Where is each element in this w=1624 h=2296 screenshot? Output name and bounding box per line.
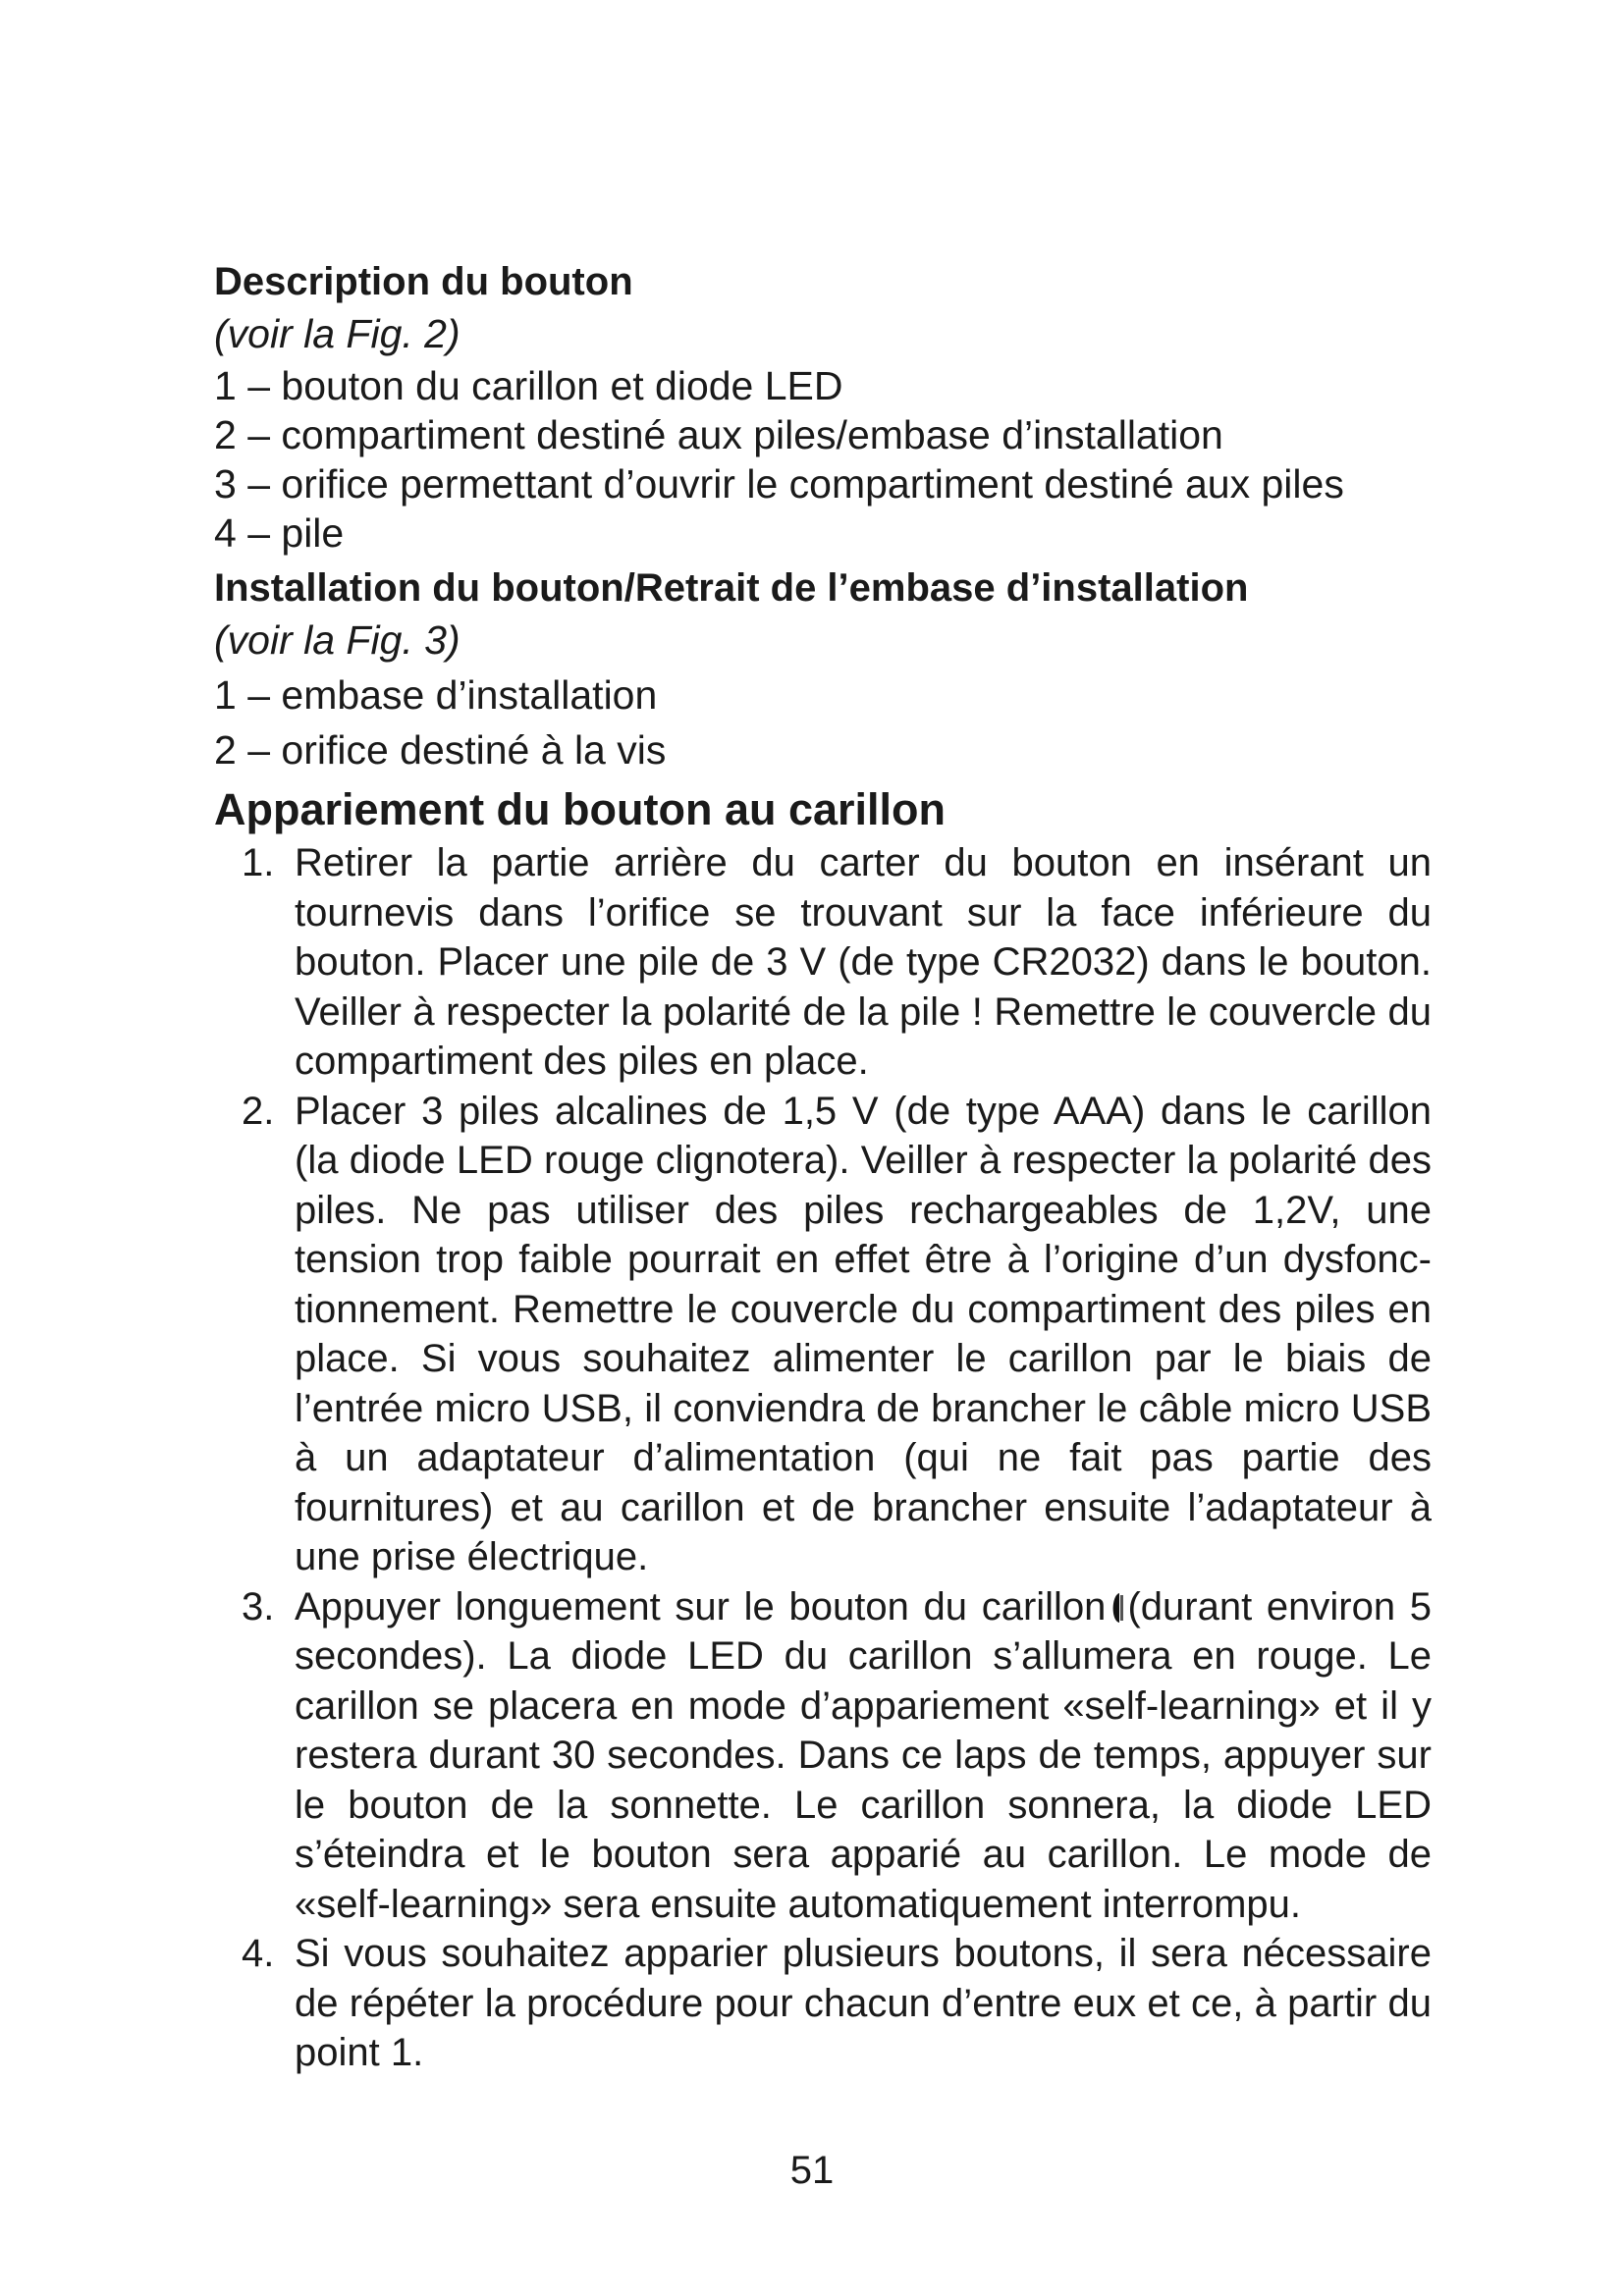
step-text: Retirer la partie arrière du carter du bouton en insérant un tournevis dans l’orifice se trouvant sur la face inférieure du bouton. Placer une pile de 3 V (de type CR2032) dans le bouton. Veiller à respecter la polarité de la pile ! Remettre le couvercle du compartiment des piles en place. (295, 841, 1432, 1083)
step-text: Appuyer longuement sur le bouton du carillon (295, 1584, 1107, 1629)
step-number: 2. (242, 1089, 275, 1133)
figure-reference: (voir la Fig. 2) (214, 311, 460, 356)
list-item: 2 – compartiment destiné aux piles/embase d’installation (214, 412, 1223, 457)
list-item: 4 – pile (214, 510, 345, 556)
pairing-steps-list (214, 838, 1432, 2078)
step-text: (durant environ 5 secondes). La diode LED du carillon s’allumera en rouge. Le carillon se placera en mode d’appariement «self-learning» et il y restera durant 30 secondes. Dans ce laps de temps, appuyer sur le bouton de la sonnette. Le carillon sonnera, la diode LED s’éteindra et le bouton sera apparié au carillon. Le mode de «self-learning» sera ensuite automatiquement interrompu. (295, 1584, 1432, 1926)
document-page (214, 257, 1432, 2078)
step-number: 1. (242, 841, 275, 884)
bell-button-icon (1108, 1591, 1125, 1625)
pairing-step (214, 1582, 1432, 1930)
step-number: 4. (242, 1932, 275, 1975)
step-text: Placer 3 piles alcalines de 1,5 V (de type AAA) dans le carillon (la diode LED rouge clignotera). Veiller à respecter la polarité des piles. Ne pas utiliser des piles rechargeables de 1,2V, une tension trop faible pourrait en effet être à l’origine d’un dysfonctionnement. Remettre le couvercle du compartiment des piles en place. Si vous souhaitez alimenter le carillon par le biais de l’entrée micro USB, il conviendra de brancher le câble micro USB à un adaptateur d’alimentation (qui ne fait pas partie des fournitures) et au carillon et de brancher ensuite l’adaptateur à une prise électrique. (295, 1089, 1432, 1578)
pairing-step (214, 1087, 1432, 1582)
page-number: 51 (789, 2149, 835, 2192)
section-heading-pairing: Appariement du bouton au carillon (214, 784, 947, 834)
pairing-step (214, 1929, 1432, 2078)
step-number: 3. (242, 1584, 275, 1629)
step-text: Si vous souhaitez apparier plusieurs boutons, il sera nécessaire de répéter la procédure pour chacun d’entre eux et ce, à partir du point 1. (295, 1932, 1432, 2074)
figure-reference: (voir la Fig. 3) (214, 617, 460, 663)
section-heading-button-description: Description du bouton (214, 260, 633, 303)
list-item: 1 – embase d’installation (214, 672, 658, 718)
list-item: 1 – bouton du carillon et diode LED (214, 363, 843, 408)
pairing-step (214, 838, 1432, 1087)
section-heading-installation: Installation du bouton/Retrait de l’embase d’installation (214, 566, 1249, 610)
list-item: 2 – orifice destiné à la vis (214, 727, 667, 773)
list-item: 3 – orifice permettant d’ouvrir le compartiment destiné aux piles (214, 461, 1344, 507)
